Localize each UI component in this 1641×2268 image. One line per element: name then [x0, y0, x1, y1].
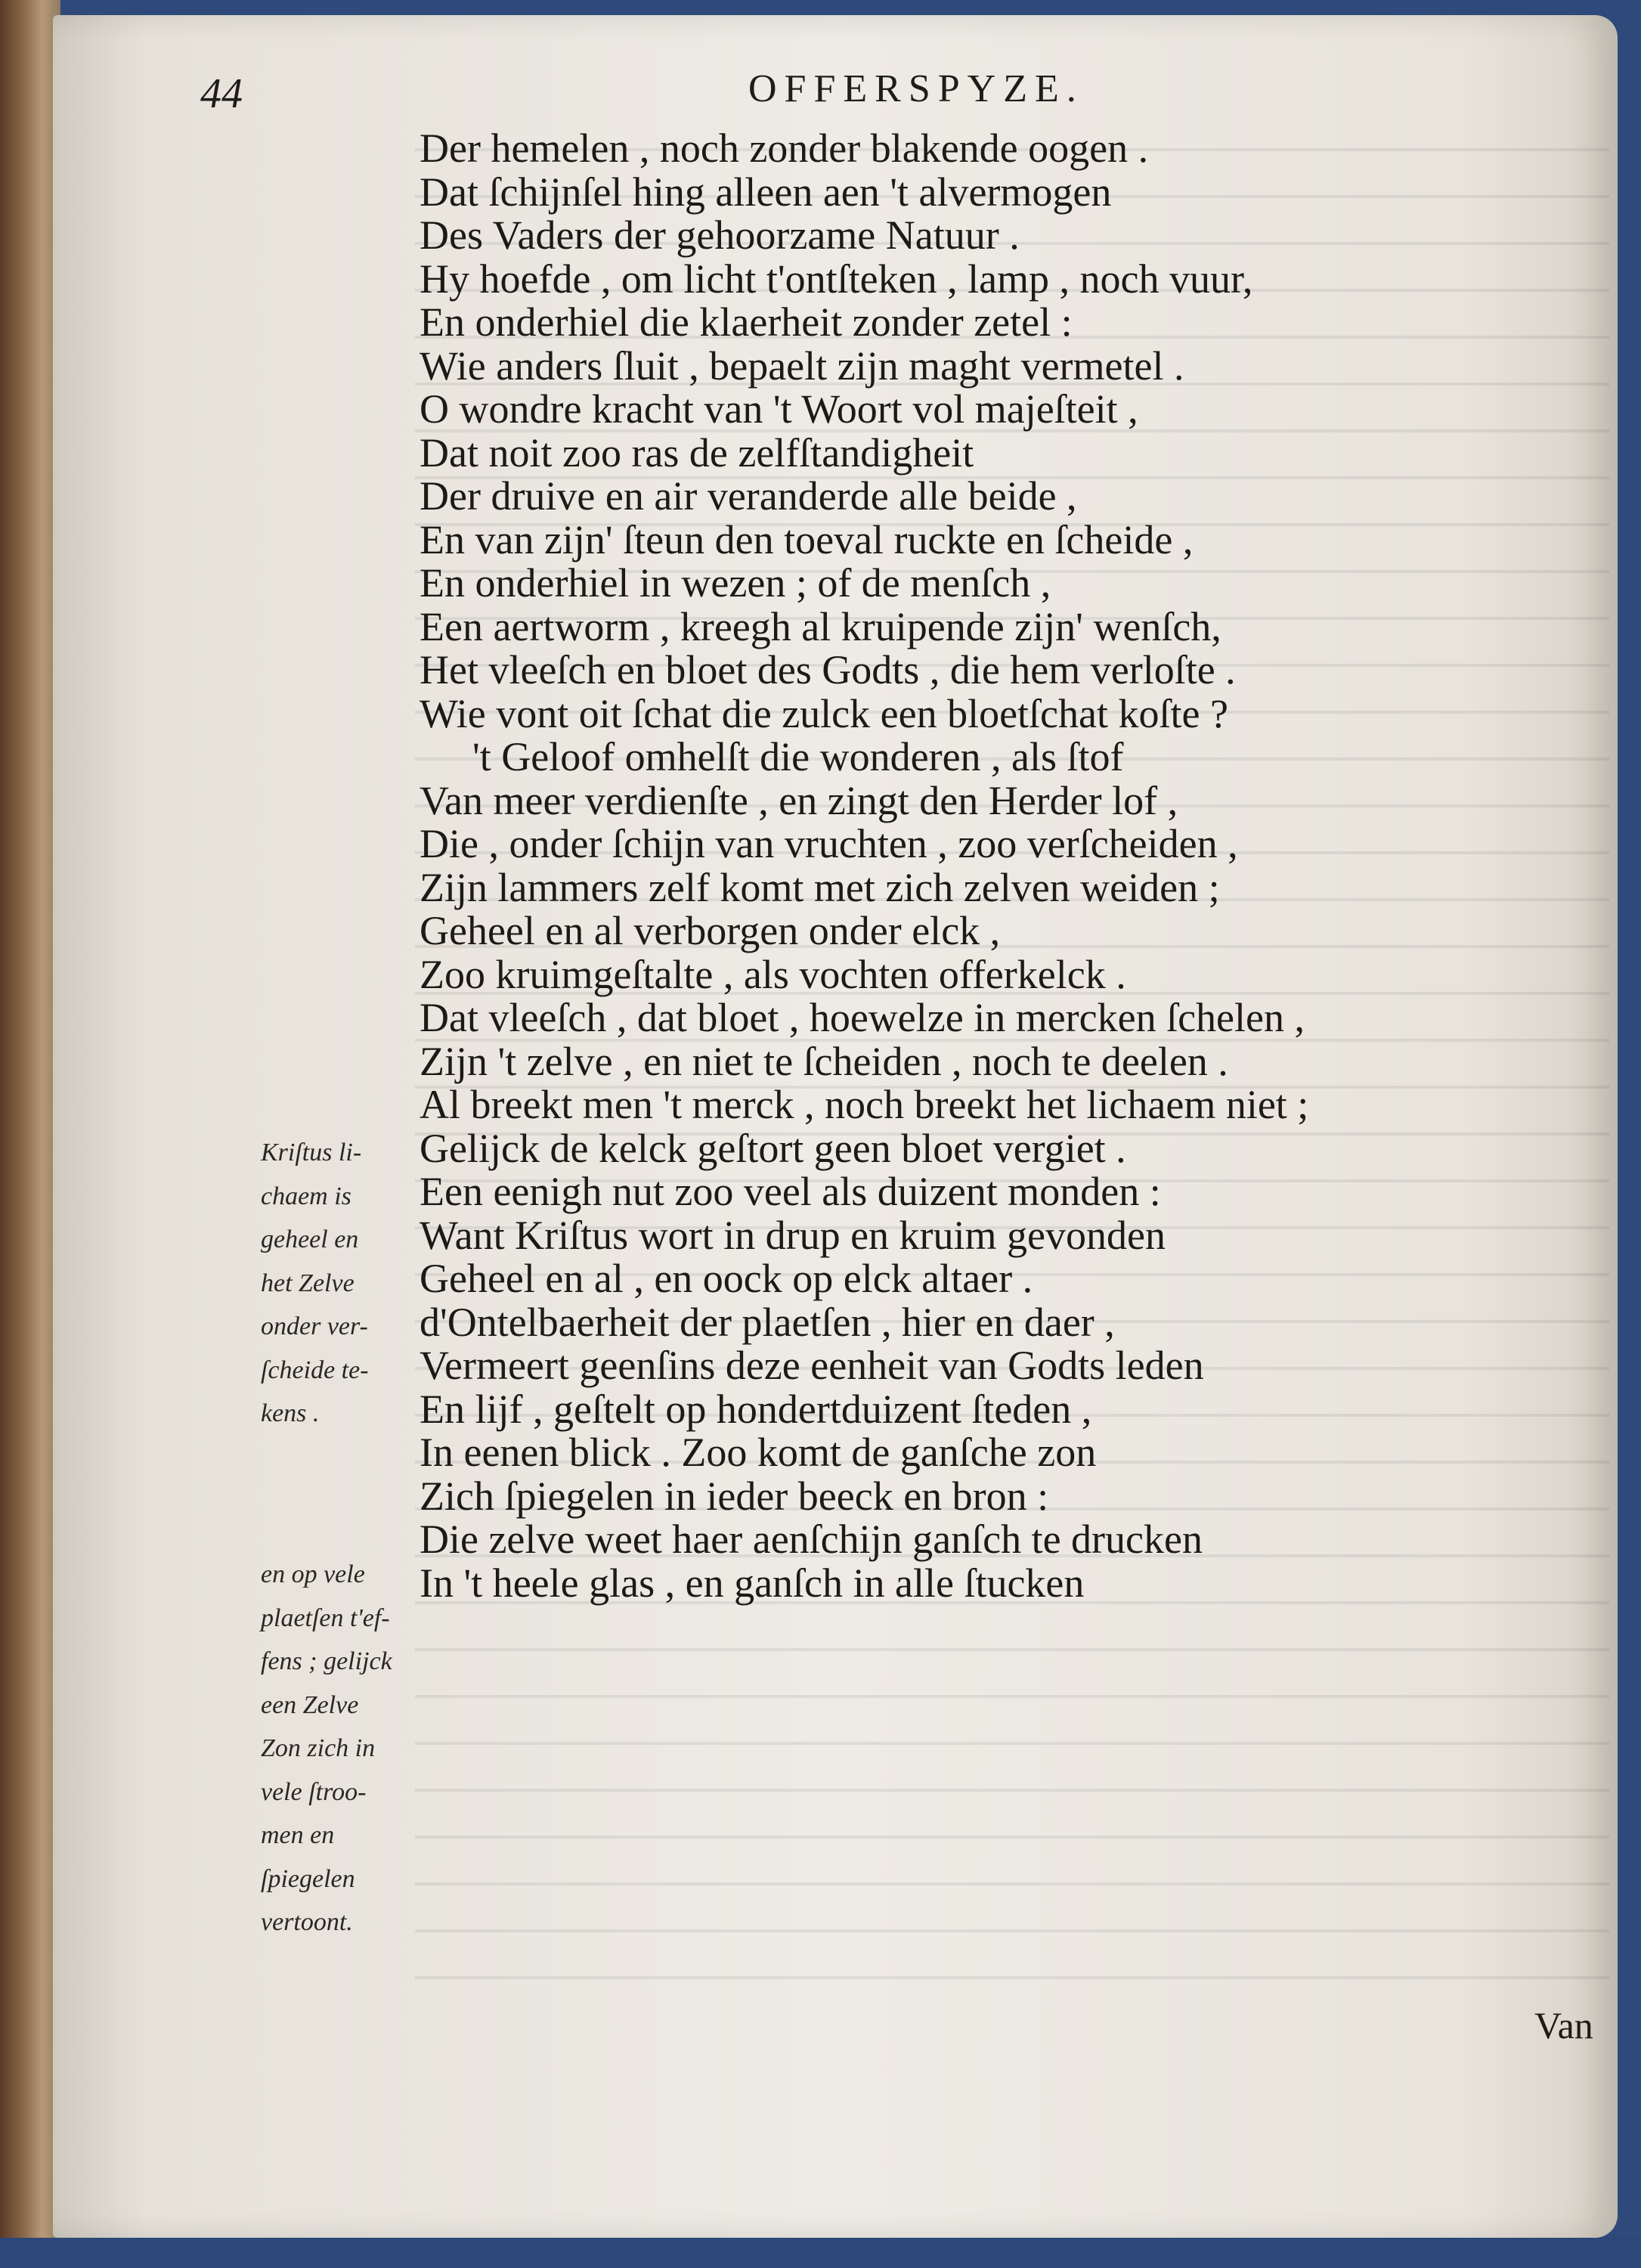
margin-note-line: ſcheide te- [261, 1356, 369, 1384]
poem-line: Het vleeſch en bloet des Godts , die hem verloſte . [420, 647, 1236, 692]
poem-line: Zoo kruimgeſtalte , als vochten offerkelck . [420, 951, 1126, 997]
poem-line: Een eenigh nut zoo veel als duizent monden : [420, 1169, 1161, 1214]
poem-line: Zijn 't zelve , en niet te ſcheiden , noch te deelen . [420, 1038, 1228, 1084]
margin-note-2 [261, 1553, 392, 1944]
poem-line: Die zelve weet haer aenſchijn ganſch te drucken [420, 1517, 1203, 1562]
poem-line: En onderhiel in wezen ; of de menſch , [420, 560, 1051, 606]
poem-line: Des Vaders der gehoorzame Natuur . [420, 212, 1020, 258]
margin-note-line: plaetſen t'ef- [261, 1603, 390, 1632]
poem-line: En van zijn' ſteun den toeval ruckte en ſcheide , [420, 516, 1194, 562]
poem-line: Zijn lammers zelf komt met zich zelven weiden ; [420, 864, 1220, 910]
poem-line: Zich ſpiegelen in ieder beeck en bron : [420, 1473, 1049, 1519]
poem-line: En lijf , geſtelt op hondertduizent ſteden , [420, 1386, 1092, 1432]
margin-note-line: kens . [261, 1399, 320, 1427]
poem-line: Vermeert geenſins deze eenheit van Godts leden [420, 1343, 1204, 1388]
poem-line: Die , onder ſchijn van vruchten , zoo verſcheiden , [420, 821, 1238, 866]
poem-line: In 't heele glas , en ganſch in alle ſtucken [420, 1560, 1085, 1606]
poem-line: Van meer verdienſte , en zingt den Herder lof , [420, 777, 1178, 823]
poem-line: Gelijck de kelck geſtort geen bloet vergiet . [420, 1125, 1126, 1171]
running-head: OFFERSPYZE. [748, 67, 1084, 110]
poem-line: Dat ſchijnſel hing alleen aen 't alvermogen [420, 169, 1112, 215]
poem-line: Dat noit zoo ras de zelfſtandigheit [420, 429, 974, 476]
margin-note-line: en op vele [261, 1560, 365, 1588]
margin-note-line: vertoont. [261, 1908, 353, 1936]
poem-line: Al breekt men 't merck , noch breekt het lichaem niet ; [420, 1082, 1309, 1127]
poem-line: O wondre kracht van 't Woort vol majeſteit , [420, 386, 1138, 432]
margin-note-line: Zon zich in [261, 1734, 376, 1762]
poem-line: Der druive en air veranderde alle beide , [420, 473, 1077, 519]
facing-page-edge [1587, 242, 1618, 1754]
poem-line: 't Geloof omhelſt die wonderen , als ſtof [472, 734, 1124, 779]
page-number: 44 [200, 70, 243, 117]
margin-note-line: geheel en [261, 1225, 359, 1253]
poem-line: In eenen blick . Zoo komt de ganſche zon [420, 1430, 1097, 1475]
poem-line: Der hemelen , noch zonder blakende oogen . [420, 125, 1149, 171]
poem-line: Een aertworm , kreegh al kruipende zijn' wenſch, [420, 603, 1221, 649]
margin-note-line: vele ſtroo- [261, 1777, 367, 1806]
margin-note-line: fens ; gelijck [261, 1647, 392, 1675]
background-cloth [0, 2238, 1641, 2268]
poem-line: Geheel en al verborgen onder elck , [420, 908, 1001, 953]
poem-line: Want Kriſtus wort in drup en kruim gevonden [420, 1212, 1166, 1258]
book-edge [0, 0, 60, 2268]
margin-note-line: ſpiegelen [261, 1864, 355, 1893]
margin-note-1 [261, 1131, 369, 1436]
margin-note-line: een Zelve [261, 1690, 359, 1719]
poem-line: En onderhiel die klaerheit zonder zetel : [420, 299, 1073, 345]
poem-line: Dat vleeſch , dat bloet , hoewelze in mercken ſchelen , [420, 995, 1305, 1040]
poem-line: Geheel en al , en oock op elck altaer . [420, 1256, 1033, 1301]
margin-note-line: het Zelve [261, 1269, 355, 1297]
poem-line: Hy hoefde , om licht t'ontſteken , lamp , noch vuur, [420, 256, 1253, 302]
catchword: Van [1534, 2004, 1593, 2046]
poem-line: Wie vont oit ſchat die zulck een bloetſchat koſte ? [420, 690, 1228, 736]
margin-note-line: Kriſtus li- [261, 1139, 362, 1167]
poem-line: d'Ontelbaerheit der plaetſen , hier en daer , [420, 1299, 1115, 1345]
poem-text [420, 127, 1308, 1605]
margin-note-line: men en [261, 1821, 335, 1849]
poem-line: Wie anders ſluit , bepaelt zijn maght vermetel . [420, 342, 1184, 389]
margin-note-line: onder ver- [261, 1312, 368, 1340]
margin-note-line: chaem is [261, 1182, 351, 1210]
